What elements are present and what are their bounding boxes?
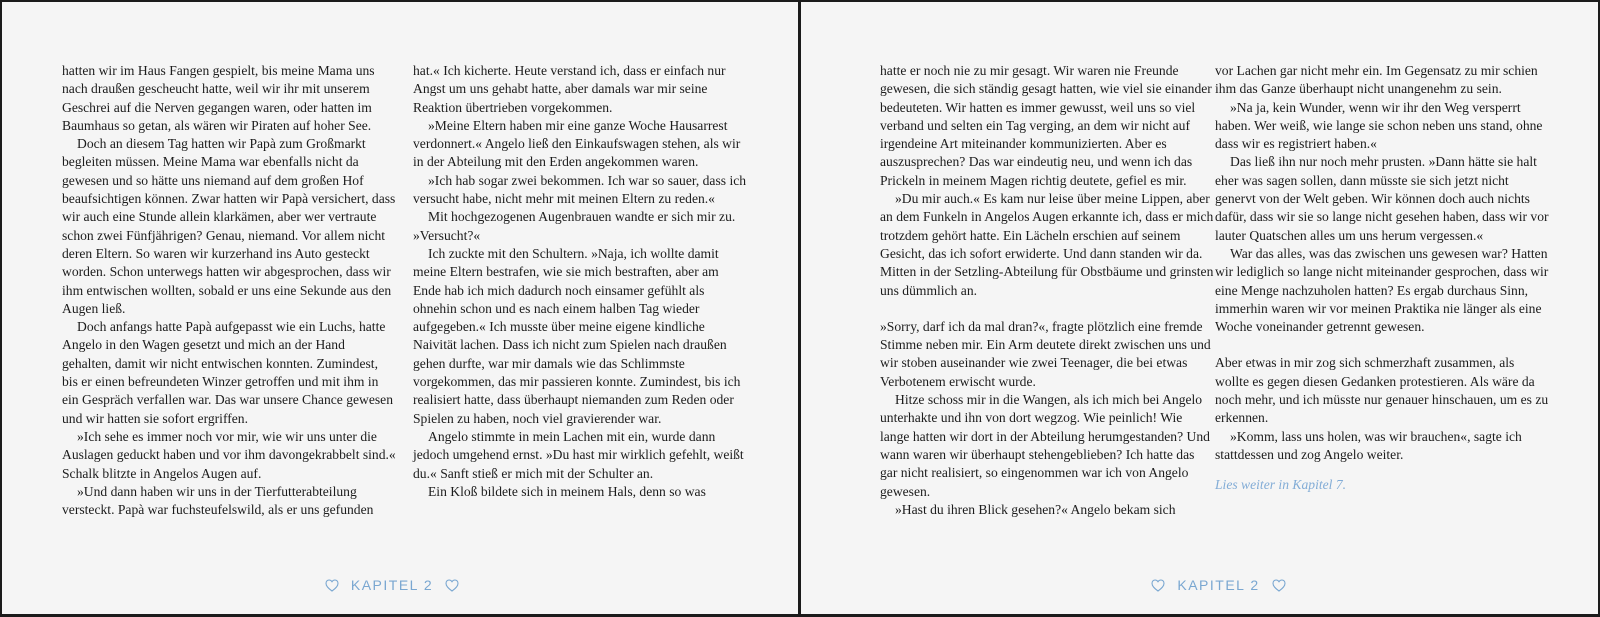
paragraph: Mit hochgezogenen Augenbrauen wandte er sich mir zu. »Versucht?« <box>413 209 736 243</box>
paragraph: Hitze schoss mir in die Wangen, als ich mich bei Angelo unterhakte und ihn von dort wegzog. Wie peinlich! Wie lange hatten wir dort in der Abteilung herumgestanden? Und wann waren wir überhaupt stehengeblieben? Ich hatte das gar nicht realisiert, so eingenommen war ich von Angelo gewesen. <box>880 392 1210 499</box>
paragraph: Aber etwas in mir zog sich schmerzhaft zusammen, als wollte es gegen diesen Gedanken protestieren. Als wäre da noch mehr, und ich müsste nur genauer hinschauen, um es zu erkennen. <box>1215 355 1549 426</box>
chapter-footer <box>820 577 1598 595</box>
paragraph: Ich zuckte mit den Schultern. »Naja, ich wollte damit meine Eltern bestrafen, wie sie mich bestraften, aber am Ende hab ich mich dadurch noch einsamer gefühlt als ohnehin schon und es nach einem halben Tag wieder aufgegeben.« Ich musste über meine eigene kindliche Naivität lachen. Dass ich nicht zum Spielen nach draußen gehen durfte, war mir damals wie das Schlimmste vorgekommen, das mir passieren konnte. Zumindest, bis ich realisiert hatte, dass überhaupt niemanden zum Reden oder Spielen zu haben, noch viel gravierender war. <box>413 245 741 426</box>
paragraph: Angelo stimmte in mein Lachen mit ein, wurde dann jedoch umgehend ernst. »Du hast mir wirklich gefehlt, weißt du.« Sanft stieß er mich mit der Schulter an. <box>413 428 744 481</box>
chapter-footer <box>2 577 790 595</box>
paragraph: »Meine Eltern haben mir eine ganze Woche Hausarrest verdonnert.« Angelo ließ den Einkaufswagen stehen, als wir in der Abteilung mit den Erden angekommen waren. <box>413 117 741 170</box>
paragraph: »Sorry, darf ich da mal dran?«, fragte plötzlich eine fremde Stimme neben mir. Ein Arm deutete direkt zwischen uns und wir stoben auseinander wie zwei Teenager, die bei etwas Verbotenem erwischt wurde. <box>880 318 1211 389</box>
paragraph: hatte er noch nie zu mir gesagt. Wir waren nie Freunde gewesen, die sich ständig gesagt hatten, wie viel sie einander bedeuteten. Wir hatten es immer gewusst, weil uns so viel verband und selten ein Tag verging, an dem wir nicht auf irgendeine Art miteinander kommunizierten. Aber es auszusprechen? Das war eindeutig neu, und wenn ich das Prickeln in meinem Magen richtig deutete, gefiel es mir. <box>880 63 1212 188</box>
section-break <box>1215 336 1549 354</box>
left-page-column-2 <box>413 62 747 501</box>
paragraph: »Ich hab sogar zwei bekommen. Ich war so sauer, dass ich versucht habe, nicht mehr mit meinen Eltern zu reden.« <box>413 172 747 207</box>
section-break <box>880 300 1214 318</box>
right-page <box>801 2 1598 614</box>
chapter-label: KAPITEL 2 <box>1177 577 1260 593</box>
paragraph: Doch an diesem Tag hatten wir Papà zum Großmarkt begleiten müssen. Meine Mama war ebenfalls nicht da gewesen und so hätte uns niemand auf dem großen Hof beaufsichtigen können. Zwar hatten wir Papà versichert, dass wir auch eine Stunde allein klarkämen, aber wer vertraute schon zwei Fünfjährigen? Genau, niemand. Vor allem nicht deren Eltern. So waren wir kurzerhand ins Auto gesteckt worden. Schon unterwegs hatten wir abgesprochen, dass wir ihm entwischen wollten, sobald er uns eine Sekunde aus den Augen ließ. <box>62 136 396 316</box>
heart-icon <box>1151 579 1165 592</box>
paragraph: Ein Kloß bildete sich in meinem Hals, denn so was <box>428 483 706 499</box>
paragraph: vor Lachen gar nicht mehr ein. Im Gegensatz zu mir schien ihm das Ganze überhaupt nicht unangenehm zu sein. <box>1215 63 1538 97</box>
paragraph: »Hast du ihren Blick gesehen?« Angelo bekam sich <box>895 501 1176 517</box>
paragraph: »Du mir auch.« Es kam nur leise über meine Lippen, aber an dem Funkeln in Angelos Augen erkannte ich, dass er mich trotzdem gehört hatte. Ein Lächeln erschien auf seinem Gesicht, das ich sofort erwiderte. Und dann standen wir da. Mitten in der Setzling-Abteilung für Obstbäume und grinsten uns dümmlich an. <box>880 191 1214 298</box>
paragraph: hat.« Ich kicherte. Heute verstand ich, dass er einfach nur Angst um uns gehabt hatte, aber damals war mir seine Reaktion übertrieben vorgekommen. <box>413 63 726 115</box>
paragraph: »Und dann haben wir uns in der Tierfutterabteilung versteckt. Papà war fuchsteufelswild, als er uns gefunden <box>62 483 374 518</box>
paragraph: »Na ja, kein Wunder, wenn wir ihr den Weg versperrt haben. Wer weiß, wie lange sie schon neben uns stand, ohne dass wir es registriert haben.« <box>1215 99 1543 152</box>
left-page-column-1 <box>62 62 396 519</box>
right-page-column-2 <box>1215 62 1549 495</box>
paragraph: hatten wir im Haus Fangen gespielt, bis meine Mama uns nach draußen gescheucht hatte, weil wir ihr mit unserem Geschrei auf die Nerven gegangen waren, oder hatten im Baumhaus so getan, als wären wir Piraten auf hoher See. <box>62 63 375 133</box>
paragraph: »Ich sehe es immer noch vor mir, wie wir uns unter die Auslagen geduckt haben und vor ihm davongekrabbelt sind.« Schalk blitzte in Angelos Augen auf. <box>62 428 396 481</box>
right-page-column-1 <box>880 62 1214 519</box>
continue-reading-link[interactable]: Lies weiter in Kapitel 7. <box>1215 477 1347 493</box>
chapter-label: KAPITEL 2 <box>350 577 434 593</box>
heart-icon <box>325 579 339 592</box>
left-page <box>2 2 798 614</box>
paragraph: War das alles, was das zwischen uns gewesen war? Hatten wir lediglich so lange nicht miteinander gesprochen, dass wir eine Menge nachzuholen hatten? Es ergab durchaus Sinn, immerhin waren wir vor meinen Praktika nie länger als eine Woche voneinander getrennt gewesen. <box>1215 245 1549 335</box>
paragraph: »Komm, lass uns holen, was wir brauchen«, sagte ich stattdessen und zog Angelo weiter. <box>1215 428 1522 462</box>
heart-icon <box>1272 579 1286 592</box>
paragraph: Das ließ ihn nur noch mehr prusten. »Dann hätte sie halt eher was sagen sollen, dann müsste sie sich jetzt nicht genervt von der Welt geben. Wir können doch auch nichts dafür, dass wir sie so lange nicht gesehen haben, dass wir vor lauter Quatschen alles um uns herum vergessen.« <box>1215 154 1549 243</box>
heart-icon <box>445 579 459 592</box>
paragraph: Doch anfangs hatte Papà aufgepasst wie ein Luchs, hatte Angelo in den Wagen gesetzt und mich an der Hand gehalten, damit wir nicht entwischen konnten. Zumindest, bis er einen befreundeten Winzer getroffen und mit ihm in ein Gespräch verfallen war. Das war unsere Chance gewesen und wir hatten sie sofort ergriffen. <box>62 319 394 426</box>
